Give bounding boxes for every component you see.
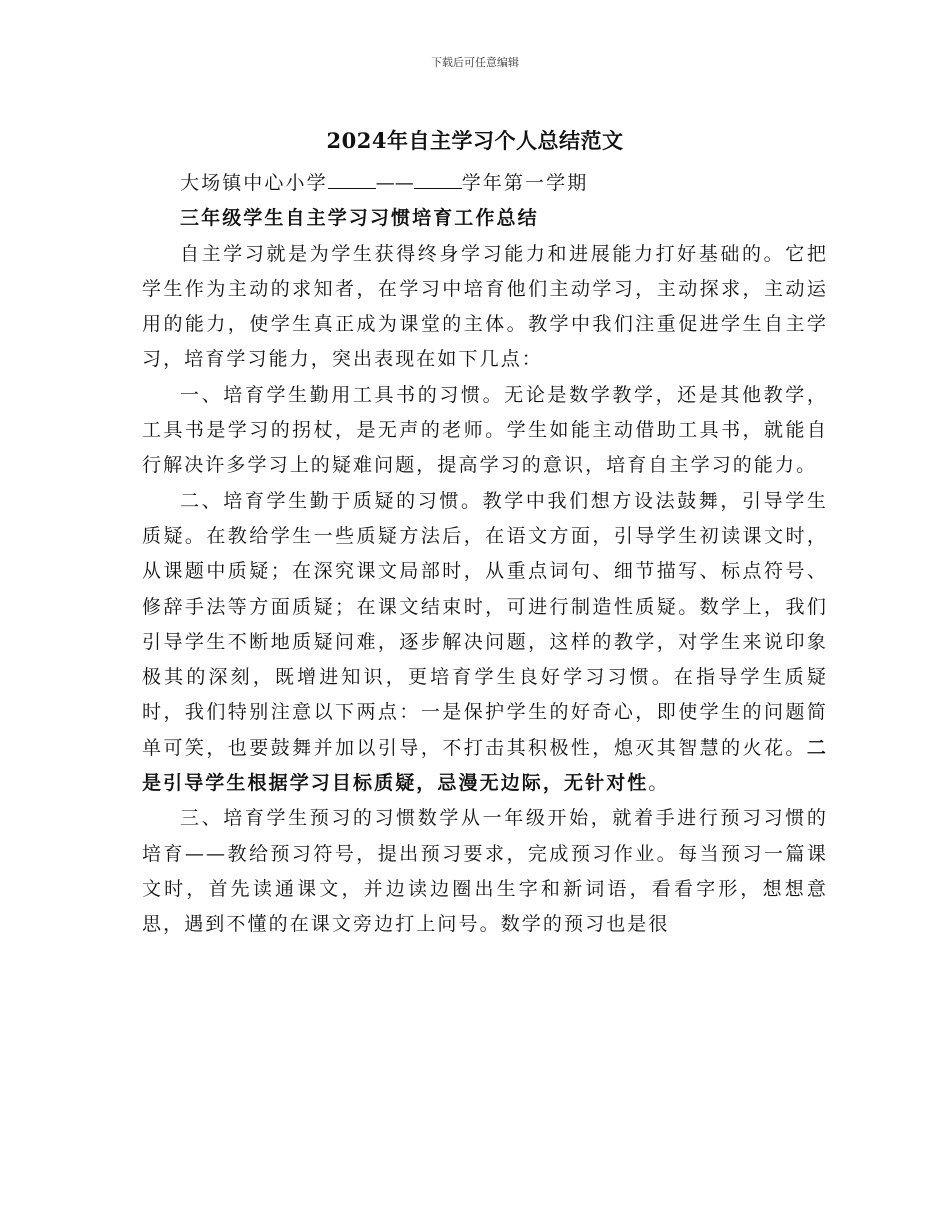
document-title: 2024年自主学习个人总结范文 — [326, 128, 624, 153]
school-name: 大场镇中心小学 — [180, 172, 328, 194]
school-year-line — [142, 166, 828, 201]
semester-label: 学年第一学期 — [461, 172, 589, 194]
page-header-note: 下载后可任意编辑 — [431, 56, 519, 69]
point-2-bold-text: 二是引导学生根据学习目标质疑，忌漫无边际，无针对性 — [142, 736, 828, 795]
point-2-end: 。 — [648, 772, 670, 795]
paragraph-point-2 — [142, 484, 828, 802]
paragraph-intro: 自主学习就是为学生获得终身学习能力和进展能力打好基础的。它把学生作为主动的求知者，在学习中培育他们主动学习，主动探求，主动运用的能力，使学生真正成为课堂的主体。教学中我们注重促进学生自主学习，培育学习能力，突出表现在如下几点： — [142, 242, 828, 371]
document-body — [142, 166, 828, 943]
year-dash: —— — [375, 172, 414, 194]
year-blank-end — [414, 168, 462, 189]
paragraph-point-1: 一、培育学生勤用工具书的习惯。无论是数学教学，还是其他教学，工具书是学习的拐杖，是无声的老师。学生如能主动借助工具书，就能自行解决许多学习上的疑难问题，提高学习的意识，培育自主学习的能力。 — [142, 383, 828, 477]
document-subtitle: 三年级学生自主学习习惯培育工作总结 — [180, 207, 539, 230]
year-blank-start — [328, 168, 376, 189]
paragraph-point-3: 三、培育学生预习的习惯数学从一年级开始，就着手进行预习习惯的培育——教给预习符号，提出预习要求，完成预习作业。每当预习一篇课文时，首先读通课文，并边读边圈出生字和新词语，看看字形，想想意思，遇到不懂的在课文旁边打上问号。数学的预习也是很 — [142, 807, 828, 936]
point-2-text: 二、培育学生勤于质疑的习惯。教学中我们想方设法鼓舞，引导学生质疑。在教给学生一些质疑方法后，在语文方面，引导学生初读课文时，从课题中质疑；在深究课文局部时，从重点词句、细节描写、标点符号、修辞手法等方面质疑；在课文结束时，可进行制造性质疑。数学上，我们引导学生不断地质疑问难，逐步解决问题，这样的教学，对学生来说印象极其的深刻，既增进知识，更培育学生良好学习习惯。在指导学生质疑时，我们特别注意以下两点：一是保护学生的好奇心，即使学生的问题简单可笑，也要鼓舞并加以引导，不打击其积极性，熄灭其智慧的火花。 — [142, 489, 828, 759]
